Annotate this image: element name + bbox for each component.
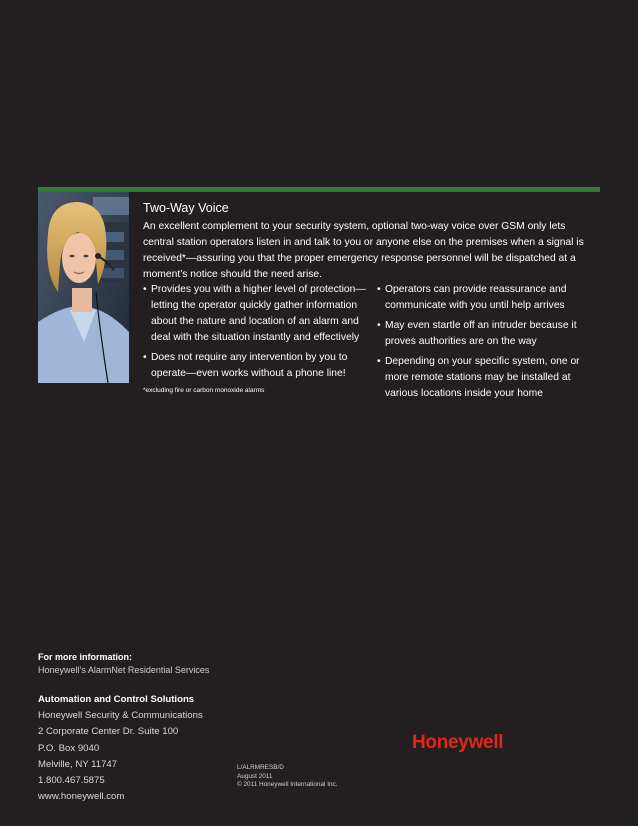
list-item: • Operators can provide reassurance and communicate with you until help arrives — [377, 282, 599, 314]
bullet-list-left — [143, 282, 368, 386]
document-info — [237, 764, 338, 790]
document-date: August 2011 — [237, 772, 273, 780]
contact-city: Melville, NY 11747 — [38, 758, 118, 770]
more-info-block — [38, 651, 209, 677]
section-intro: An excellent complement to your security system, optional two-way voice over GSM only lets central station operators listen in and talk to you or anyone else on the premises when a signal is received*—assuring you that the proper emergency response personnel will be dispatched at a moment’s notice should the need arise. — [143, 221, 584, 280]
contact-phone: 1.800.467.5875 — [38, 775, 105, 787]
section-title: Two-Way Voice — [143, 201, 229, 215]
list-item: • May even startle off an intruder because it proves authorities are on the way — [377, 318, 599, 350]
list-item: • Provides you with a higher level of protection—letting the operator quickly gather information about the nature and location of an alarm and deal with the situation instantly and effectively — [143, 282, 368, 346]
document-code: L/ALRMRESB/D — [237, 764, 284, 771]
contact-address: 2 Corporate Center Dr. Suite 100 — [38, 726, 179, 738]
list-item: • Depending on your specific system, one or more remote stations may be installed at various locations inside your home — [377, 354, 599, 402]
operator-photo — [38, 192, 129, 383]
honeywell-logo: Honeywell — [412, 732, 504, 753]
bullet-list-right — [377, 282, 599, 406]
footnote: *excluding fire or carbon monoxide alarms — [143, 387, 265, 394]
list-item: • Does not require any intervention by you to operate—even works without a phone line! — [143, 350, 368, 382]
contact-website[interactable]: www.honeywell.com — [38, 791, 125, 803]
contact-block — [38, 692, 203, 805]
contact-heading: Automation and Control Solutions — [38, 694, 195, 705]
more-info-heading: For more information: — [38, 652, 132, 662]
contact-company: Honeywell Security & Communications — [38, 710, 203, 722]
more-info-text: Honeywell’s AlarmNet Residential Services — [38, 665, 210, 675]
contact-po-box: P.O. Box 9040 — [38, 742, 100, 754]
copyright-notice: © 2011 Honeywell International Inc. — [237, 781, 338, 788]
